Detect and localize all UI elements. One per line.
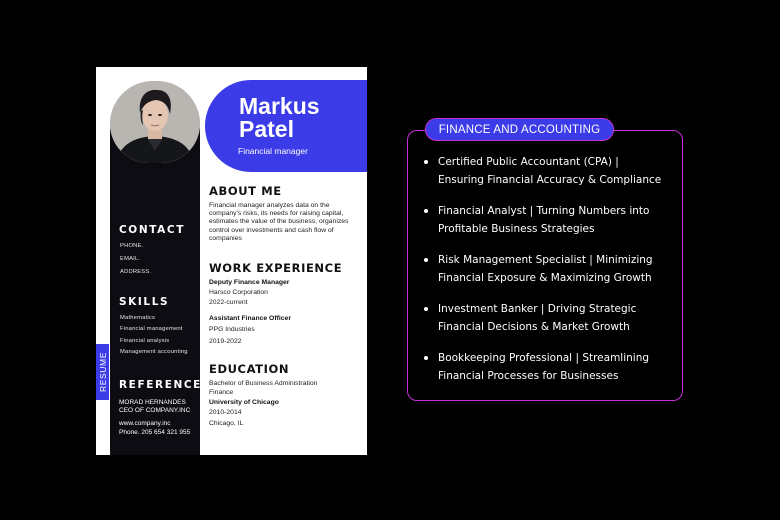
- email-label: EMAIL.: [120, 256, 141, 262]
- education-period: 2010-2014: [209, 409, 242, 416]
- finance-item-line: Investment Banker | Driving Strategic: [438, 303, 637, 315]
- resume-side-tab: [96, 344, 109, 400]
- skill-item: Financial analysis: [120, 338, 170, 344]
- job-period: 2019-2022: [209, 338, 242, 345]
- bullet-icon: [424, 209, 428, 213]
- finance-item-line: Certified Public Accountant (CPA) |: [438, 156, 619, 168]
- finance-item-line: Financial Analyst | Turning Numbers into: [438, 205, 650, 217]
- profile-photo: [110, 81, 200, 163]
- skill-item: Financial management: [120, 326, 183, 332]
- resume-tab-label: RESUME: [97, 352, 108, 392]
- bullet-icon: [424, 160, 428, 164]
- skills-heading: SKILLS: [119, 296, 170, 308]
- bullet-icon: [424, 307, 428, 311]
- reference-heading: REFERENCE: [119, 379, 202, 391]
- experience-heading: WORK EXPERIENCE: [209, 261, 343, 275]
- job-period: 2022-current: [209, 299, 248, 306]
- first-name: Markus: [239, 93, 320, 119]
- finance-list-item: [424, 349, 674, 385]
- job-title: Financial manager: [238, 146, 308, 156]
- about-text: Financial manager analyzes data on the company's risks, its needs for raising capital, estimates the value of the business, organizes control over investments and cash flow of companies: [209, 202, 349, 242]
- finance-item-line: Financial Exposure & Maximizing Growth: [438, 272, 652, 284]
- degree-line: Finance: [209, 389, 234, 396]
- bullet-icon: [424, 356, 428, 360]
- education-heading: EDUCATION: [209, 362, 290, 376]
- job-company: PPG Industries: [209, 326, 255, 333]
- job-company: Harsco Corporation: [209, 289, 268, 296]
- job-role: Deputy Finance Manager: [209, 279, 290, 286]
- finance-item-line: Financial Processes for Businesses: [438, 370, 619, 382]
- finance-item-line: Profitable Business Strategies: [438, 223, 595, 235]
- reference-phone: Phone. 205 654 321 955: [119, 429, 191, 436]
- finance-item-line: Bookkeeping Professional | Streamlining: [438, 352, 650, 364]
- finance-list-item: [424, 153, 674, 189]
- skill-item: Management accounting: [120, 349, 188, 355]
- last-name: Patel: [239, 116, 294, 142]
- skill-item: Mathematics: [120, 315, 156, 321]
- finance-list-item: [424, 300, 674, 336]
- reference-title: CEO OF COMPANY.INC: [119, 407, 191, 414]
- finance-item-line: Risk Management Specialist | Minimizing: [438, 254, 653, 266]
- finance-tag: FINANCE AND ACCOUNTING: [425, 118, 614, 141]
- phone-label: PHONE.: [120, 243, 144, 249]
- portrait-image: [110, 81, 200, 163]
- address-label: ADDRESS.: [120, 269, 152, 275]
- finance-list-item: [424, 251, 674, 287]
- finance-item-line: Financial Decisions & Market Growth: [438, 321, 630, 333]
- name-banner: [205, 80, 367, 172]
- reference-website: www.company.inc: [119, 420, 171, 427]
- finance-item-line: Ensuring Financial Accuracy & Compliance: [438, 174, 662, 186]
- contact-heading: CONTACT: [119, 224, 185, 236]
- education-location: Chicago, IL: [209, 420, 244, 427]
- reference-name: MORAD HERNANDES: [119, 399, 186, 406]
- resume-card: [96, 67, 367, 455]
- about-heading: ABOUT ME: [209, 184, 282, 198]
- degree-line: Bachelor of Business Administration: [209, 380, 318, 387]
- school-name: University of Chicago: [209, 399, 279, 406]
- job-role: Assistant Finance Officer: [209, 315, 291, 322]
- finance-list-item: [424, 202, 674, 238]
- bullet-icon: [424, 258, 428, 262]
